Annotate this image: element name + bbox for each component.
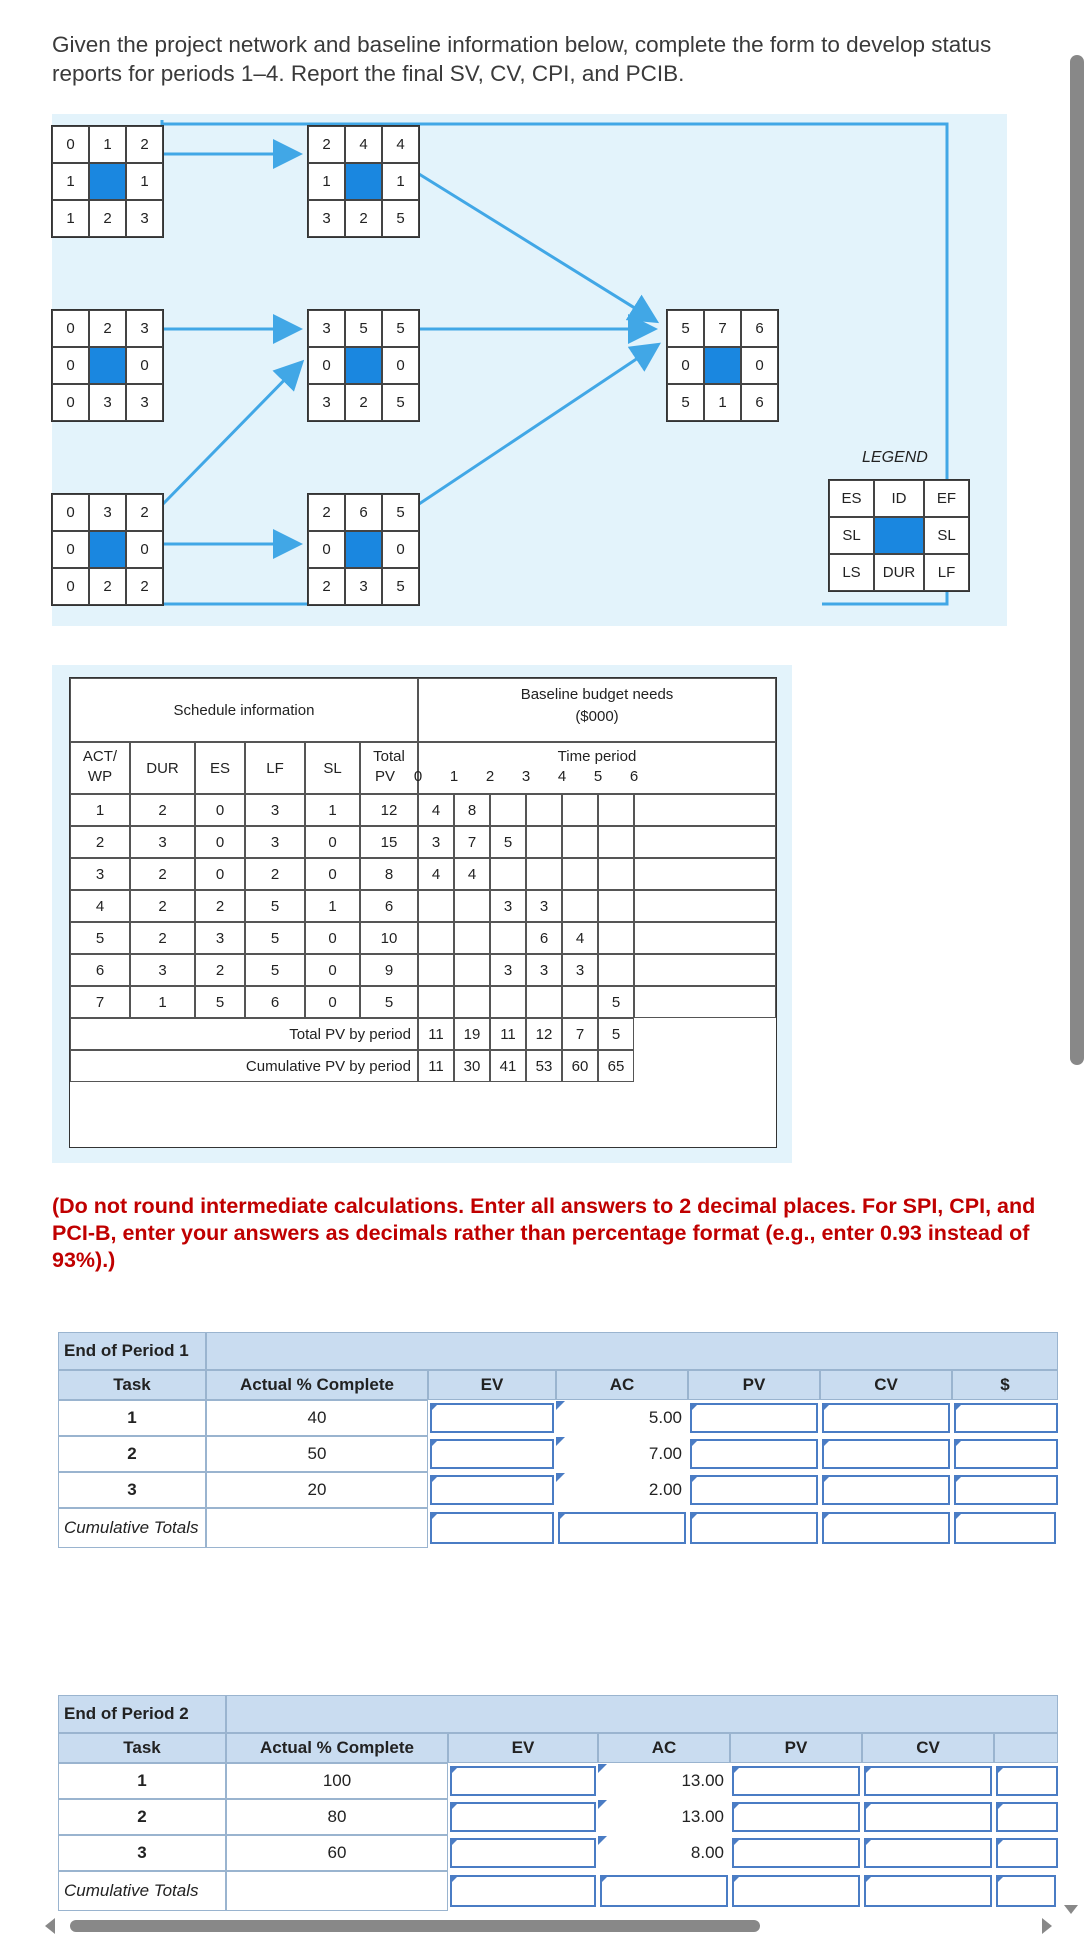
- actual-percent-complete: 60: [226, 1835, 448, 1871]
- act-dur: 2: [130, 922, 195, 954]
- header-ev: EV: [448, 1733, 598, 1763]
- node-cell-id-box: [89, 163, 126, 200]
- budget-cell: [598, 794, 634, 826]
- cv-input[interactable]: [822, 1439, 950, 1469]
- ac-value[interactable]: 13.00: [600, 1802, 728, 1832]
- project-network-diagram: [52, 114, 1007, 626]
- header-pv: PV: [730, 1733, 862, 1763]
- act-sl: 0: [305, 922, 360, 954]
- act-es: 0: [195, 794, 245, 826]
- total-pv-label: Total PV by period: [70, 1018, 418, 1050]
- budget-cell: 4: [418, 858, 454, 890]
- pv-input[interactable]: [732, 1838, 860, 1868]
- act-total-pv: 10: [360, 922, 418, 954]
- header-pct: Actual % Complete: [206, 1370, 428, 1400]
- budget-cell: [598, 922, 634, 954]
- ev-input[interactable]: [450, 1838, 596, 1868]
- act-lf: 3: [245, 794, 305, 826]
- header-sl: SL: [305, 742, 360, 794]
- budget-cell: [562, 794, 598, 826]
- node-cell-lf: 3: [126, 200, 163, 237]
- instructions-text: (Do not round intermediate calculations. Enter all answers to 2 decimal places. For SPI, CPI, and PCI-B, enter your answers as decimals rather than percentage format (e.g., enter 0.93 instead of 93%).): [52, 1194, 1036, 1272]
- period-title: End of Period 1: [58, 1332, 206, 1370]
- ev-input[interactable]: [450, 1766, 596, 1796]
- budget-cell: [418, 890, 454, 922]
- act-sl: 0: [305, 954, 360, 986]
- node-cell-dur: 2: [89, 568, 126, 605]
- cum-pv-value: 41: [490, 1050, 526, 1082]
- sv-input[interactable]: [996, 1838, 1058, 1868]
- budget-cell: [598, 858, 634, 890]
- act-id: 4: [70, 890, 130, 922]
- act-es: 3: [195, 922, 245, 954]
- node-cell-es: 3: [308, 310, 345, 347]
- pv-input[interactable]: [690, 1475, 818, 1505]
- node-cell-id-box: [89, 347, 126, 384]
- budget-cell: 5: [598, 986, 634, 1018]
- act-es: 0: [195, 826, 245, 858]
- legend-cell-sl-left: SL: [829, 517, 874, 554]
- budget-cell: [490, 922, 526, 954]
- task-number: 1: [58, 1763, 226, 1799]
- schedule-title: Schedule information: [70, 678, 418, 742]
- act-sl: 0: [305, 826, 360, 858]
- budget-cell: [526, 794, 562, 826]
- act-lf: 5: [245, 954, 305, 986]
- period-tick: 0: [413, 768, 423, 785]
- vertical-scrollbar[interactable]: [1070, 55, 1084, 1065]
- sv-input[interactable]: [996, 1766, 1058, 1796]
- node-cell-ef: 4: [382, 126, 419, 163]
- legend-cell-sl-right: SL: [924, 517, 969, 554]
- legend-title: LEGEND: [862, 449, 928, 466]
- total-pv-value: 5: [598, 1018, 634, 1050]
- act-lf: 5: [245, 890, 305, 922]
- header-pv: PV: [374, 768, 395, 785]
- cv-input[interactable]: [864, 1766, 992, 1796]
- budget-cell: [490, 858, 526, 890]
- node-cell-id-box: [345, 531, 382, 568]
- budget-blank: [634, 890, 776, 922]
- network-node-6: [307, 493, 420, 606]
- node-cell-sl-right: 0: [741, 347, 778, 384]
- cum-pv-value: 60: [562, 1050, 598, 1082]
- act-lf: 5: [245, 922, 305, 954]
- act-sl: 0: [305, 858, 360, 890]
- budget-cell: [418, 954, 454, 986]
- node-cell-sl-right: 0: [126, 531, 163, 568]
- budget-cell: [598, 826, 634, 858]
- node-cell-dur: 3: [345, 568, 382, 605]
- node-cell-ls: 3: [308, 200, 345, 237]
- node-cell-ls: 0: [52, 384, 89, 421]
- schedule-table-panel: [52, 665, 792, 1163]
- scroll-right-icon[interactable]: [1042, 1918, 1052, 1934]
- ev-input[interactable]: [430, 1439, 554, 1469]
- header-ac: AC: [556, 1370, 688, 1400]
- act-id: 6: [70, 954, 130, 986]
- totals-pct-blank: [206, 1508, 428, 1548]
- node-cell-es: 0: [52, 494, 89, 531]
- budget-cell: [454, 986, 490, 1018]
- act-sl: 0: [305, 986, 360, 1018]
- act-total-pv: 8: [360, 858, 418, 890]
- ev-input[interactable]: [450, 1802, 596, 1832]
- total-input[interactable]: [558, 1512, 686, 1544]
- act-sl: 1: [305, 794, 360, 826]
- act-total-pv: 15: [360, 826, 418, 858]
- cum-pv-value: 65: [598, 1050, 634, 1082]
- total-input[interactable]: [600, 1875, 728, 1907]
- total-pv-value: 19: [454, 1018, 490, 1050]
- total-pv-value: 12: [526, 1018, 562, 1050]
- budget-cell: [562, 890, 598, 922]
- node-cell-id: 7: [704, 310, 741, 347]
- period-tick: 6: [629, 768, 639, 785]
- network-node-1: [51, 125, 164, 238]
- act-sl: 1: [305, 890, 360, 922]
- node-cell-sl-left: 0: [308, 347, 345, 384]
- act-id: 7: [70, 986, 130, 1018]
- node-cell-ef: 2: [126, 494, 163, 531]
- act-total-pv: 5: [360, 986, 418, 1018]
- actual-percent-complete: 80: [226, 1799, 448, 1835]
- budget-cell: [562, 986, 598, 1018]
- budget-cell: [454, 922, 490, 954]
- node-cell-dur: 2: [345, 384, 382, 421]
- node-cell-ls: 5: [667, 384, 704, 421]
- total-input[interactable]: [690, 1512, 818, 1544]
- node-cell-lf: 5: [382, 568, 419, 605]
- budget-cell: [454, 954, 490, 986]
- period-title: End of Period 2: [58, 1695, 226, 1733]
- legend-cell-lf: LF: [924, 554, 969, 591]
- budget-cell: 3: [526, 954, 562, 986]
- budget-cell: [454, 890, 490, 922]
- arrow-3-5: [163, 364, 300, 504]
- sv-input[interactable]: [954, 1403, 1058, 1433]
- ev-input[interactable]: [430, 1475, 554, 1505]
- node-cell-id-box: [704, 347, 741, 384]
- budget-cell: [418, 986, 454, 1018]
- schedule-table: [69, 677, 777, 1148]
- period-tick: 4: [557, 768, 567, 785]
- budget-cell: [418, 922, 454, 954]
- sv-input[interactable]: [954, 1475, 1058, 1505]
- node-cell-ef: 3: [126, 310, 163, 347]
- node-cell-es: 0: [52, 126, 89, 163]
- actual-percent-complete: 50: [206, 1436, 428, 1472]
- budget-cell: [562, 858, 598, 890]
- budget-blank: [634, 826, 776, 858]
- budget-cell: 5: [490, 826, 526, 858]
- budget-unit: ($000): [575, 708, 619, 725]
- ac-value[interactable]: 8.00: [600, 1838, 728, 1868]
- act-dur: 2: [130, 890, 195, 922]
- total-input[interactable]: [996, 1875, 1056, 1907]
- act-lf: 3: [245, 826, 305, 858]
- node-cell-lf: 5: [382, 384, 419, 421]
- node-cell-sl-right: 0: [126, 347, 163, 384]
- budget-title: Baseline budget needs: [520, 686, 674, 703]
- node-cell-sl-left: 0: [52, 531, 89, 568]
- task-number: 2: [58, 1436, 206, 1472]
- network-node-5: [307, 309, 420, 422]
- node-cell-id-box: [345, 347, 382, 384]
- legend-node: [828, 479, 970, 592]
- total-input[interactable]: [954, 1512, 1056, 1544]
- header-wp: WP: [87, 768, 113, 785]
- budget-blank: [634, 986, 776, 1018]
- ac-value[interactable]: 2.00: [558, 1475, 686, 1505]
- node-cell-ef: 5: [382, 310, 419, 347]
- act-lf: 2: [245, 858, 305, 890]
- header-ev: EV: [428, 1370, 556, 1400]
- act-total-pv: 9: [360, 954, 418, 986]
- act-es: 0: [195, 858, 245, 890]
- budget-cell: [526, 858, 562, 890]
- header-lf: LF: [245, 742, 305, 794]
- ac-value[interactable]: 5.00: [558, 1403, 686, 1433]
- budget-cell: 6: [526, 922, 562, 954]
- sv-input[interactable]: [996, 1802, 1058, 1832]
- node-cell-sl-right: 1: [382, 163, 419, 200]
- total-input[interactable]: [732, 1875, 860, 1907]
- budget-cell: 7: [454, 826, 490, 858]
- node-cell-dur: 1: [704, 384, 741, 421]
- task-number: 2: [58, 1799, 226, 1835]
- node-cell-ef: 6: [741, 310, 778, 347]
- period-tick: 1: [449, 768, 459, 785]
- budget-cell: 4: [454, 858, 490, 890]
- total-pv-value: 11: [418, 1018, 454, 1050]
- header-time-period: Time period: [557, 748, 637, 765]
- budget-blank: [634, 794, 776, 826]
- act-total-pv: 6: [360, 890, 418, 922]
- total-input[interactable]: [450, 1875, 596, 1907]
- budget-cell: [526, 986, 562, 1018]
- act-es: 2: [195, 890, 245, 922]
- node-cell-sl-left: 0: [667, 347, 704, 384]
- ac-value[interactable]: 13.00: [600, 1766, 728, 1796]
- pv-input[interactable]: [690, 1439, 818, 1469]
- node-cell-ef: 5: [382, 494, 419, 531]
- budget-blank: [634, 954, 776, 986]
- node-cell-es: 2: [308, 494, 345, 531]
- question-text: Given the project network and baseline information below, complete the form to develop status reports for periods 1–4. Report the final SV, CV, CPI, and PCIB.: [52, 32, 992, 86]
- node-cell-es: 0: [52, 310, 89, 347]
- node-cell-sl-right: 1: [126, 163, 163, 200]
- node-cell-id-box: [345, 163, 382, 200]
- budget-cell: 4: [562, 922, 598, 954]
- task-number: 3: [58, 1472, 206, 1508]
- period-tick: 2: [485, 768, 495, 785]
- node-cell-id: 2: [89, 310, 126, 347]
- cum-pv-value: 11: [418, 1050, 454, 1082]
- act-es: 5: [195, 986, 245, 1018]
- node-cell-lf: 2: [126, 568, 163, 605]
- node-cell-dur: 2: [89, 200, 126, 237]
- node-cell-sl-left: 0: [308, 531, 345, 568]
- header-es: ES: [195, 742, 245, 794]
- budget-cell: [598, 890, 634, 922]
- header-total: Total: [373, 748, 405, 765]
- header-dur: DUR: [130, 742, 195, 794]
- node-cell-id: 5: [345, 310, 382, 347]
- total-input[interactable]: [822, 1512, 950, 1544]
- cum-pv-value: 53: [526, 1050, 562, 1082]
- node-cell-lf: 5: [382, 200, 419, 237]
- pv-input[interactable]: [732, 1802, 860, 1832]
- node-cell-dur: 3: [89, 384, 126, 421]
- node-cell-lf: 6: [741, 384, 778, 421]
- cumulative-totals-label: Cumulative Totals: [58, 1508, 206, 1548]
- cum-pv-label: Cumulative PV by period: [70, 1050, 418, 1082]
- cv-input[interactable]: [864, 1838, 992, 1868]
- header-act: ACT/: [82, 748, 118, 765]
- node-cell-ls: 1: [52, 200, 89, 237]
- totals-pct-blank: [226, 1871, 448, 1911]
- node-cell-sl-left: 0: [52, 347, 89, 384]
- legend-cell-dur: DUR: [874, 554, 924, 591]
- node-cell-ls: 3: [308, 384, 345, 421]
- budget-cell: 3: [490, 890, 526, 922]
- network-node-7: [666, 309, 779, 422]
- network-node-4: [307, 125, 420, 238]
- task-number: 3: [58, 1835, 226, 1871]
- budget-cell: [490, 986, 526, 1018]
- total-pv-value: 7: [562, 1018, 598, 1050]
- budget-blank: [634, 858, 776, 890]
- actual-percent-complete: 40: [206, 1400, 428, 1436]
- ac-value[interactable]: 7.00: [558, 1439, 686, 1469]
- act-id: 3: [70, 858, 130, 890]
- cv-input[interactable]: [864, 1802, 992, 1832]
- cum-pv-value: 30: [454, 1050, 490, 1082]
- cv-input[interactable]: [822, 1475, 950, 1505]
- act-dur: 3: [130, 826, 195, 858]
- header-task: Task: [58, 1733, 226, 1763]
- budget-cell: 3: [418, 826, 454, 858]
- period-tick: 5: [593, 768, 603, 785]
- scroll-left-icon[interactable]: [45, 1918, 55, 1934]
- node-cell-ls: 0: [52, 568, 89, 605]
- arrow-4-7: [419, 174, 654, 320]
- budget-cell: 8: [454, 794, 490, 826]
- actual-percent-complete: 100: [226, 1763, 448, 1799]
- act-dur: 3: [130, 954, 195, 986]
- node-cell-sl-right: 0: [382, 347, 419, 384]
- act-lf: 6: [245, 986, 305, 1018]
- budget-cell: 4: [418, 794, 454, 826]
- node-cell-ef: 2: [126, 126, 163, 163]
- total-pv-value: 11: [490, 1018, 526, 1050]
- node-cell-lf: 3: [126, 384, 163, 421]
- node-cell-sl-left: 1: [52, 163, 89, 200]
- act-dur: 2: [130, 794, 195, 826]
- network-node-3: [51, 493, 164, 606]
- period-2-form: [58, 1695, 1058, 1915]
- header-fill: [994, 1733, 1058, 1763]
- legend-cell-ef: EF: [924, 480, 969, 517]
- period-1-form: [58, 1332, 1058, 1552]
- actual-percent-complete: 20: [206, 1472, 428, 1508]
- title-row-fill: [226, 1695, 1058, 1733]
- act-id: 5: [70, 922, 130, 954]
- act-dur: 1: [130, 986, 195, 1018]
- title-row-fill: [206, 1332, 1058, 1370]
- horizontal-scrollbar[interactable]: [70, 1920, 760, 1932]
- header-ac: AC: [598, 1733, 730, 1763]
- legend-cell-es: ES: [829, 480, 874, 517]
- node-cell-ls: 2: [308, 568, 345, 605]
- header-cv: CV: [862, 1733, 994, 1763]
- legend-cell-ls: LS: [829, 554, 874, 591]
- node-cell-id: 6: [345, 494, 382, 531]
- node-cell-id: 3: [89, 494, 126, 531]
- node-cell-id-box: [89, 531, 126, 568]
- scroll-down-icon[interactable]: [1064, 1905, 1078, 1914]
- sv-input[interactable]: [954, 1439, 1058, 1469]
- node-cell-dur: 2: [345, 200, 382, 237]
- node-cell-id: 1: [89, 126, 126, 163]
- cumulative-totals-label: Cumulative Totals: [58, 1871, 226, 1911]
- budget-cell: 3: [562, 954, 598, 986]
- budget-cell: [598, 954, 634, 986]
- task-number: 1: [58, 1400, 206, 1436]
- period-tick: 3: [521, 768, 531, 785]
- header-task: Task: [58, 1370, 206, 1400]
- node-cell-sl-left: 1: [308, 163, 345, 200]
- act-total-pv: 12: [360, 794, 418, 826]
- node-cell-sl-right: 0: [382, 531, 419, 568]
- act-id: 2: [70, 826, 130, 858]
- act-dur: 2: [130, 858, 195, 890]
- total-input[interactable]: [430, 1512, 554, 1544]
- header-pv: PV: [688, 1370, 820, 1400]
- budget-cell: 3: [490, 954, 526, 986]
- network-node-2: [51, 309, 164, 422]
- budget-cell: [562, 826, 598, 858]
- pv-input[interactable]: [732, 1766, 860, 1796]
- act-id: 1: [70, 794, 130, 826]
- cv-input[interactable]: [822, 1403, 950, 1433]
- total-input[interactable]: [864, 1875, 992, 1907]
- node-cell-es: 2: [308, 126, 345, 163]
- ev-input[interactable]: [430, 1403, 554, 1433]
- budget-blank: [634, 922, 776, 954]
- budget-cell: [490, 794, 526, 826]
- pv-input[interactable]: [690, 1403, 818, 1433]
- header-cv: CV: [820, 1370, 952, 1400]
- legend-cell-id-box: [874, 517, 924, 554]
- budget-cell: 3: [526, 890, 562, 922]
- node-cell-id: 4: [345, 126, 382, 163]
- budget-cell: [526, 826, 562, 858]
- act-es: 2: [195, 954, 245, 986]
- header-sv: $: [952, 1370, 1058, 1400]
- node-cell-es: 5: [667, 310, 704, 347]
- arrow-6-7: [419, 346, 656, 504]
- legend-cell-id: ID: [874, 480, 924, 517]
- header-pct: Actual % Complete: [226, 1733, 448, 1763]
